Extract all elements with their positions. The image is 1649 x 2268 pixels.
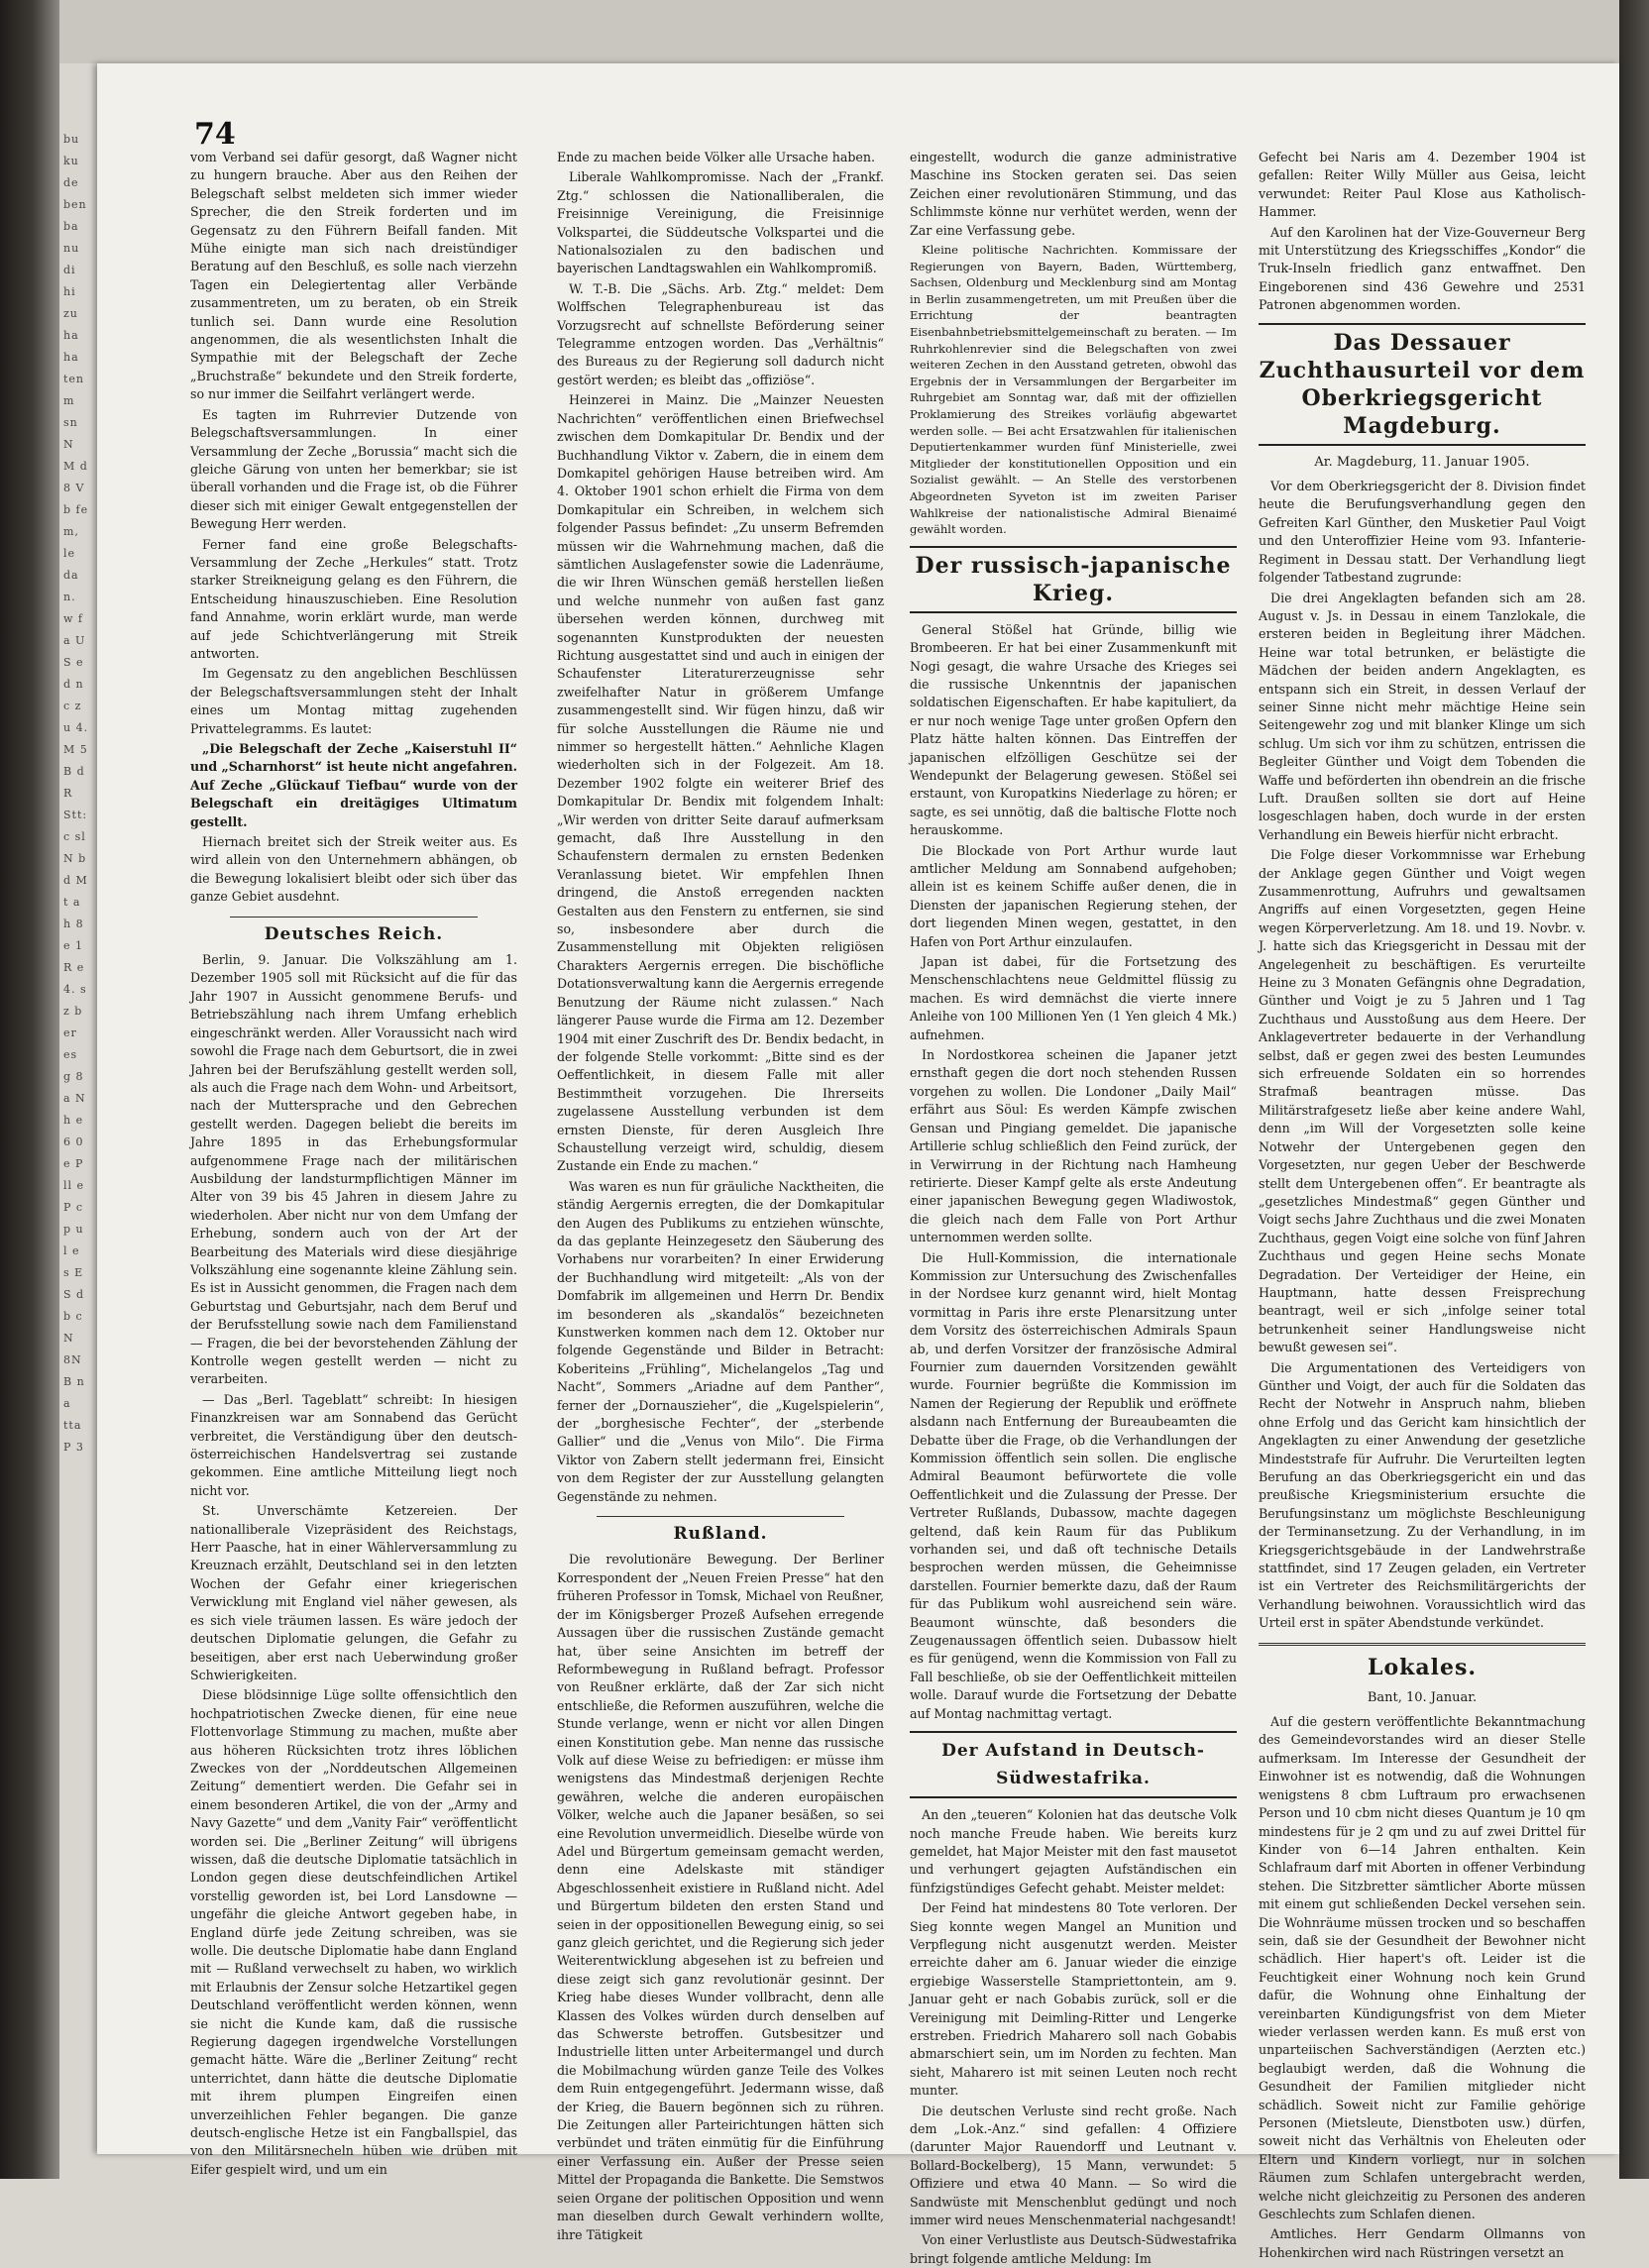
paragraph: Von einer Verlustliste aus Deutsch-Südwestafrika bringt folgende amtliche Meldung: Im — [910, 2232, 1237, 2266]
paragraph: eingestellt, wodurch die ganze administrative Maschine ins Stocken geraten sei. Das seien Zeichen einer revolutionären Stimmung, und das Schlimmste könne nur verhütet werden, wenn der Zar eine Verfassung gebe. — [910, 150, 1237, 238]
paragraph: Amtliches. Herr Gendarm Ollmanns von Hohenkirchen wird nach Rüstringen versetzt an — [1259, 2226, 1586, 2260]
paragraph: Kleine politische Nachrichten. Kommissare der Regierungen von Bayern, Baden, Württemberg, Sachsen, Oldenburg und Mecklenburg sind am Montag in Berlin zusammengetreten, um mit Preußen über die Errichtung der beantragten Eisenbahnbetriebsmittelgemeinschaft zu beraten. — Im Ruhrkohlenrevier sind die Belegschaften von zwei weiteren Zechen in den Ausstand getreten, obwohl das Ergebnis der in Versammlungen der Bergarbeiter im Ruhrgebiet am Sonntag war, daß mit der offiziellen Proklamierung des Streikes vorläufig abgewartet werden solle. — Bei acht Ersatzwahlen für italienischen Deputiertenkammer wurden fünf Ministerielle, zwei Mitglieder der konstitutionellen Opposition und ein Sozialist gewählt. — An Stelle des verstorbenen Abgeordneten Syveton ist im zweiten Pariser Wahlkreise der nationalistische Admiral Bienaimé gewählt worden. — [910, 243, 1237, 537]
paragraph: Hiernach breitet sich der Streik weiter aus. Es wird allein von den Unternehmern abhängen, ob die Bewegung lokalisiert bleibt oder sich über das ganze Gebiet ausdehnt. — [190, 834, 517, 905]
margin-marks: bu ku de ben ba nu di hi zu ha ha ten m sn N M d 8 V b fe m, le da n. w f a U S e d n c z u 4. M 5 B d R Stt: c sl N b d M t a h 8 e 1 R e 4. s z b er es g 8 a N h e 6 0 e P ll e P c p u l e s E S d b c N 8N B n a tta P 3 — [63, 133, 89, 1454]
column-2 — [557, 149, 884, 2242]
paragraph: Auf den Karolinen hat der Vize-Gouverneur Berg mit Unterstützung des Kriegsschiffes „Kondor“ die Truk-Inseln friedlich ganz entwaffnet. Den Eingeborenen sind 436 Gewehre und 2531 Patronen abgenommen worden. — [1259, 224, 1586, 313]
paragraph: Ende zu machen beide Völker alle Ursache haben. — [557, 150, 875, 164]
paragraph: Berlin, 9. Januar. Die Volkszählung am 1. Dezember 1905 soll mit Rücksicht auf die für das Jahr 1907 in Aussicht genommene Berufs- und Betriebszählung nach ihrem Umfang erheblich eingeschränkt werden. Aller Voraussicht nach wird sowohl die Frage nach dem Geburtsort, die in zwei Jahren bei der Berufszählung gestellt werden soll, als auch die Frage nach dem Wohn- und Arbeitsort, nach der Muttersprache und den Gebrechen gestellt werden. Dagegen beliebt die bereits im Jahre 1895 in das Erhebungsformular aufgenommene Frage nach der militärischen Ausbildung der landsturmpflichtigen Männer im Alter von 39 bis 45 Jahren in diesem Jahre zu wiederholen. Aber nicht nur von dem Umfang der Erhebung, sondern auch von der Art der Bearbeitung des Materials wird diese diesjährige Volkszählung eine sogenannte kleine Zählung sein. Es ist in Aussicht genommen, die Fragen nach dem Geburtstag und Geburtsjahr, nach dem Beruf und der Berufsstellung sowie nach dem Familienstand — Fragen, die bei der bevorstehenden Zählung der Kontrolle wegen gestellt werden — nicht zu verarbeiten. — [190, 952, 517, 1387]
column-4 — [1259, 149, 1586, 2260]
section-heading: Deutsches Reich. — [264, 923, 444, 944]
section-rule — [597, 1516, 844, 1517]
section-rule — [1259, 1643, 1586, 1646]
book-spine — [0, 0, 59, 2179]
paragraph: St. Unverschämte Ketzereien. Der nationalliberale Vizepräsident des Reichstags, Herr Paasche, hat in einer Wählerversammlung zu Kreuznach erzählt, Deutschland sei in den letzten Wochen der Gefahr einer kriegerischen Verwicklung mit England viel näher gewesen, als es sich viele träumen lassen. Es wäre jedoch der deutschen Diplomatie gelungen, die Gefahr zu beseitigen, aber erst nach Ueberwindung großer Schwierigkeiten. — [190, 1503, 517, 1682]
paragraph: Der Feind hat mindestens 80 Tote verloren. Der Sieg konnte wegen Mangel an Munition und Verpflegung nicht ausgenutzt werden. Meister erreichte daher am 6. Januar wieder die einzige ergiebige Wasserstelle Stampriettontein, am 9. Januar geht er nach Gobabis zurück, soll er die Vereinigung mit Deimling-Ritter und Lengerke erstreben. Friedrich Maharero soll nach Gobabis abmarschiert sein, um im Norden zu fechten. Man sieht, Maharero ist mit seinen Leuten noch recht munter. — [910, 1900, 1237, 2099]
paragraph: Die Hull-Kommission, die internationale Kommission zur Untersuchung des Zwischenfalles in der Nordsee kurz genannt wird, hielt Montag vormittag in Paris ihre erste Plenarsitzung unter dem Vorsitz des österreichischen Admirals Spaun ab, und derfen Vorsitzer der französische Admiral Fournier zum dauernden Vorsitzenden gewählt wurde. Fournier begrüßte die Kommission im Namen der Regierung der Republik und eröffnete alsdann nach Entfernung der Bureaubeamten die Debatte über die Frage, ob die Verhandlungen der Kommission öffentlich sein sollen. Die englische Admiral Beaumont befürwortete die volle Oeffentlichkeit und die Zulassung der Presse. Der Vertreter Rußlands, Dubassow, machte dagegen geltend, daß kein Raum für das Publikum vorhanden sei, und daß oft technische Details besprochen werden müssen, die Geheimnisse darstellen. Fournier bemerkte dazu, daß der Raum für das Publikum wohl ausreichend sein wäre. Beaumont wünschte, daß besonders die Zeugenaussagen öffentlich seien. Dubassow hielt es für genügend, wenn die Kommission von Fall zu Fall beschließe, ob sie der Oeffentlichkeit mitteilen wolle. Darauf wurde die Fortsetzung der Debatte auf Montag nachmittag vertagt. — [910, 1249, 1237, 1721]
paragraph: Die drei Angeklagten befanden sich am 28. August v. Js. in Dessau in einem Tanzlokale, die ersteren beiden in Begleitung ihrer Mädchen. Heine war total betrunken, er belästigte die Mädchen der beiden andern Angeklagten, es entspann sich ein Streit, in dessen Verlauf der seiner Sinne nicht mehr mächtige Heine sein Seitengewehr zog und mit blanker Klinge um sich schlug. Um sich vor ihm zu schützen, entrissen die Begleiter Günther und Voigt dem Tobenden die Waffe und beförderten ihn obendrein an die frische Luft. Draußen sollten sie dort auf Heine losgeschlagen haben, doch wurde in der ersten Verhandlung ein Beweis hierfür nicht erbracht. — [1259, 590, 1586, 842]
paragraph: Die deutschen Verluste sind recht große. Nach dem „Lok.-Anz.“ sind gefallen: 4 Offiziere (darunter Major Rauendorff und Leutnant v. Bollard-Bockelberg), 15 Mann, verwundet: 5 Offiziere und etwa 40 Mann. — So wird die Sandwüste mit Menschenblut gedüngt und noch immer wird neues Menschenmaterial nachgesandt! — [910, 2103, 1237, 2228]
section-heading: Das Dessauer Zuchthausurteil vor dem Oberkriegsgericht Magdeburg. — [1259, 323, 1586, 446]
paragraph: General Stößel hat Gründe, billig wie Brombeeren. Er hat bei einer Zusammenkunft mit Nogi gesagt, die wahre Ursache des Krieges sei die russische Unkenntnis der japanischen soldatischen Eigenschaften. Er habe kapituliert, da er nur noch wenige Tage unter großen Opfern den Platz hätte halten können. Das Eintreffen der japanischen elfzölligen Geschütze sei der Wendepunkt der Belagerung gewesen. Stößel sei erstaunt, von Kuropatkins Niederlage zu hören; er sagte, es sei unnötig, daß die baltische Flotte noch herauskomme. — [910, 621, 1237, 838]
paragraph: „Die Belegschaft der Zeche „Kaiserstuhl II“ und „Scharnhorst“ ist heute nicht angefahren. Auf Zeche „Glückauf Tiefbau“ wurde von der Belegschaft ein dreitägiges Ultimatum gestellt. — [190, 741, 517, 829]
dateline: Ar. Magdeburg, 11. Januar 1905. — [1314, 454, 1530, 470]
section-heading: Rußland. — [673, 1524, 768, 1545]
paragraph: Die Argumentationen des Verteidigers von Günther und Voigt, der auch für die Soldaten das Recht der Notwehr in Anspruch nahm, blieben ohne Erfolg und das Gericht kam hinsichtlich der Angeklagten zu einer Anwendung der gesetzliche Mindeststrafe für Aufruhr. Die Verurteilten legten Berufung an das Oberkriegsgericht ein und das preußische Kriegsministerium ersuchte die Berufungsinstanz um möglichste Beschleunigung der Terminansetzung. Zu der Verhandlung, in im Kriegsgerichtsgebäude in der Landwehrstraße stattfindet, sind 17 Zeugen geladen, ein Vertreter ist ein Vertreter des Reichsmilitärgerichts der Verhandlung beiwohnen. Voraussichtlich wird das Urteil erst in später Abendstunde verkündet. — [1259, 1359, 1586, 1631]
paragraph: vom Verband sei dafür gesorgt, daß Wagner nicht zu hungern brauche. Aber aus den Reihen der Belegschaft selbst meldeten sich immer wieder Sprecher, die den Streik forderten und im Gegensatz zu den Führern Beifall fanden. Mit Mühe einigte man sich nach dreistündiger Beratung auf den Beschluß, es solle nach vierzehn Tagen ein Delegiertentag aller Verbände zusammentreten, um zu beraten, ob ein Streik tunlich sei. Dann wurde eine Resolution angenommen, die als wesentlichsten Inhalt die Sympathie mit der Belegschaft der Zeche „Bruchstraße“ bekundete und den Streik forderte, so nur immer die Seilfahrt verlängert werde. — [190, 150, 517, 402]
paragraph: Auf die gestern veröffentlichte Bekanntmachung des Gemeindevorstandes wird an dieser Stelle aufmerksam. Im Interesse der Gesundheit der Einwohner ist es notwendig, daß die Wohnungen wenigstens 8 cbm Luftraum pro erwachsenen Person und 10 cbm nicht dieses Quantum je 10 qm mindestens für je 2 qm und zu auf zwei Drittel für Kinder von 6—14 Jahren enthalten. Kein Schlafraum darf mit Aborten in offener Verbindung stehen. Die Sitzbretter sämtlicher Aborte müssen mit einem gut schließenden Deckel versehen sein. Die Wohnräume müssen trocken und so beschaffen sein, daß sie der Gesundheit der Bewohner nicht schädlich. Hier hapert's oft. Leider ist die Feuchtigkeit einer Wohnung noch kein Grund dafür, die Wohnung ohne Einhaltung der vereinbarten Kündigungsfrist von dem Mieter wieder verlassen werden kann. Es muß erst von unparteiischen Sachverständigen (Aerzten etc.) beglaubigt werden, daß die Wohnung die Gesundheit der Familien mitglieder nicht schädlich. Soweit nicht zur Familie gehörige Personen (Mietsleute, Dienstboten usw.) dürfen, soweit nicht das Verhältnis von Eheleuten oder Eltern und Kindern vorliegt, nur in solchen Räumen zum Schlafen untergebracht werden, welche nicht gleichzeitig zu Personen des anderen Geschlechts zum Schlafen dienen. — [1259, 1714, 1586, 2222]
paragraph: Heinzerei in Mainz. Die „Mainzer Neuesten Nachrichten“ veröffentlichen einen Briefwechsel zwischen dem Domkapitular Dr. Bendix und der Buchhandlung Viktor v. Zabern, die in einem dem Domkapitel gehörigen Hause betreiben wird. Am 4. Oktober 1901 schon erhielt die Firma von dem Domkapitular ein Schreiben, in welchem sich folgender Passus befindet: „Zu unserm Befremden müssen wir die Wahrnehmung machen, daß die sämtlichen Auslagefenster sowie die Ladenräume, die wir Ihren Wünschen gemäß herstellen ließen und welche nunmehr von außen fast ganz übersehen werden können, durchweg mit sogenannten Kunstprodukten der neuesten Richtung ausgestattet sind und auch in einigen der Schaufenster Literaturerzeugnisse sehr zweifelhafter Natur in größerem Umfange zusammengestellt sind. Wir fügen hinzu, daß wir für solche Ausstellungen die Räume nie und nimmer so hergestellt hätten.“ Aehnliche Klagen wiederholten sich in der Folgezeit. Am 18. Dezember 1902 folgte ein weiterer Brief des Domkapitular Dr. Bendix mit folgendem Inhalt: „Wir werden von dritter Seite darauf aufmerksam gemacht, daß Ihre Ausstellung in den Schaufenstern dermalen zu ernsten Bedenken Veranlassung bietet. Wir empfehlen Ihnen dringend, die Anstoß erregenden nackten Gestalten aus den Fenstern zu entfernen, sie sind so, insbesondere aber durch die Zusammenstellung mit Objekten religiösen Charakters Aergernis erregen. Die bischöfliche Dotationsverwaltung kann die Aergernis erregende Benutzung der Räume nicht zulassen.“ Nach längerer Pause wurde die Firma am 12. Dezember 1904 mit einer Zuschrift des Dr. Bendix bedacht, in der folgende Stelle vorkommt: „Bitte sind es der Oeffentlichkeit, in diesem Falle mit aller Bestimmtheit vorzugehen. Die Ihrerseits zugelassene Ausstellung verbunden ist dem ernsten Dienste, für deren Ausgleich Ihre Schaustellung verzeigt wird, schuldig, diesem Zustande ein Ende zu machen.“ — [557, 392, 884, 1174]
paragraph: Diese blödsinnige Lüge sollte offensichtlich den hochpatriotischen Zwecke dienen, für eine neue Flottenvorlage Stimmung zu machen, mußte aber aus höheren Rücksichten trotz ihres löblichen Zweckes von der „Norddeutschen Allgemeinen Zeitung“ dementiert werden. Die Gefahr sei in einem besonderen Artikel, die von der „Army and Navy Gazette“ und dem „Vanity Fair“ veröffentlicht worden sei. Die „Berliner Zeitung“ will übrigens wissen, daß die deutsche Diplomatie tatsächlich in London gegen diese deutschfeindlichen Artikel vorstellig geworden ist, bei Lord Lansdowne — ungefähr die gleiche Antwort gegeben habe, in England dürfe jede Zeitung schreiben, was sie wolle. Die deutsche Diplomatie habe dann England mit — Rußland verwechselt zu haben, wo wirklich mit Erlaubnis der Zensur solche Hetzartikel gegen Deutschland veröffentlicht werden können, wenn sie nicht die Kunde kam, daß die russische Regierung dagegen irgendwelche Vorstellungen gemacht hätte. Wäre die „Berliner Zeitung“ recht unterrichtet, dann hätte die deutsche Diplomatie mit ihrem plumpen Eingreifen einen unverzeihlichen Fehler begangen. Die ganze deutsch-englische Hetze ist ein Fangballspiel, das von den Militärsnecheln hüben wie drüben mit Eifer gespielt wird, und um ein — [190, 1687, 517, 2177]
paragraph: Was waren es nun für gräuliche Nacktheiten, die ständig Aergernis erregten, die der Domkapitular den Augen des Publikums zu entziehen wünschte, da das geplante Heinzegesetz den Säuberung des Vorhabens nur vorarbeiten? In einer Erwiderung der Buchhandlung wird mitgeteilt: „Als von der Domfabrik im allgemeinen und Herrn Dr. Bendix im besonderen als „skandalös“ bezeichneten Kunstwerken kommen nach dem 12. Oktober nur folgende Gegenstände und Bilder in Betracht: Koberiteins „Frühling“, Michelangelos „Tag und Nacht“, Sommers „Ariadne auf dem Panther“, ferner der „Dornauszieher“, die „Kugelspielerin“, der „borghesische Fechter“, der „sterbende Gallier“ und die „Venus von Milo“. Die Firma Viktor von Zabern stellt jedermann frei, Einsicht von dem Register der zur Ausstellung gelangten Gegenstände zu nehmen. — [557, 1178, 884, 1504]
paragraph: Japan ist dabei, für die Fortsetzung des Menschenschlachtens neue Geldmittel flüssig zu machen. Es wird demnächst die vierte innere Anleihe von 100 Millionen Yen (1 Yen gleich 4 Mk.) aufnehmen. — [910, 954, 1237, 1042]
paragraph: Die Folge dieser Vorkommnisse war Erhebung der Anklage gegen Günther und Voigt wegen Zusammenrottung, Aufruhrs und gewaltsamen Angriffs auf einen Vorgesetzten, gegen Heine wegen Körperverletzung. Am 18. und 19. Novbr. v. J. hatte sich das Kriegsgericht in Dessau mit der Angelegenheit zu beschäftigen. Es verurteilte Heine zu 3 Monaten Gefängnis ohne Degradation, Günther und Voigt je zu 5 Jahren und 1 Tag Zuchthaus und Ausstoßung aus dem Heere. Der Anklagevertreter bedauerte in der Verhandlung selbst, daß er gegen zwei des besten Leumundes sich erfreuende Soldaten ein so horrendes Strafmaß beantragen müsse. Das Militärstrafgesetz ließe aber keine andere Wahl, denn „im Will der Vorgesetzten solle keine Notwehr der Untergebenen gegen den Vorgesetzten, nur gegen Ueber der Beschwerde stellt dem Untergebenen offen“. Er beantragte als „gesetzliches Mindestmaß“ gegen Günther und Voigt sechs Jahre Zuchthaus und die zwei Monaten Zuchthaus, gegen Voigt eine solche von fünf Jahren Zuchthaus und gegen Heine sechs Monate Degradation. Der Verteidiger der Heine, ein Hauptmann, hatte dessen Freisprechung beantragt, weil er sich „infolge seiner total betrunkenheit seiner Handlungsweise nicht bewußt gewesen sei“. — [1259, 847, 1586, 1355]
paragraph: An den „teueren“ Kolonien hat das deutsche Volk noch manche Freude haben. Wie bereits kurz gemeldet, hat Major Meister mit den fast mausetot und verhungert gejagten Aufständischen ein fünfzigstündiges Gefecht gehabt. Meister meldet: — [910, 1807, 1237, 1895]
paragraph: Es tagten im Ruhrrevier Dutzende von Belegschaftsversammlungen. In einer Versammlung der Zeche „Borussia“ macht sich die gleiche Gärung von unten her bemerkbar; sie ist überall vorhanden und die Frage ist, ob die Führer dieser sich mit einiger Gewalt entgegenstellen der Bewegung Herr werden. — [190, 406, 517, 532]
paragraph: Ferner fand eine große Belegschafts-Versammlung der Zeche „Herkules“ statt. Trotz starker Streikneigung gelang es den Führern, die Entscheidung hinauszuschieben. Eine Resolution fand Annahme, worin erklärt wurde, man werde auf jede Schichtverlängerung mit Streik antworten. — [190, 536, 517, 661]
paragraph: Liberale Wahlkompromisse. Nach der „Frankf. Ztg.“ schlossen die Nationalliberalen, die Freisinnige Vereinigung, die Freisinnige Volkspartei, die Süddeutsche Volkspartei und die Nationalsozialen zu den badischen und bayerischen Landtagswahlen ein Wahlkompromiß. — [557, 169, 884, 276]
page-number: 74 — [194, 117, 236, 152]
paragraph: Im Gegensatz zu den angeblichen Beschlüssen der Belegschaftsversammlungen steht der Inhalt eines um Montag mittag zugehenden Privattelegramms. Es lautet: — [190, 666, 517, 736]
paragraph: Die revolutionäre Bewegung. Der Berliner Korrespondent der „Neuen Freien Presse“ hat den früheren Professor in Tomsk, Michael von Reußner, der im Königsberger Prozeß Aufsehen erregende Aussagen über die russischen Zustände gemacht hat, über seine Ansichten im betreff der Reformbewegung in Rußland befragt. Professor von Reußner erklärte, daß der Zar sich nicht entschließe, die Reformen auszuführen, welche die Stunde verlange, wenn er nicht vor allen Dingen einen Konstitution gebe. Man nenne das russische Volk auf diese Weise zu befriedigen: er müsse ihm wenigstens das Mindestmaß derjenigen Rechte gewähren, welche die anderen europäischen Völker, welche auch die Japaner besäßen, so sei eine Revolution unvermeidlich. Dieselbe würde von Adel und Bürgertum gemeinsam gemacht werden, denn eine Adelskaste mit ständiger Abgeschlossenheit existiere in Rußland nicht. Adel und Bürgertum bildeten den ersten Stand und seien in der oppositionellen Bewegung einig, so sei ganz gleich gerichtet, und die Regierung sich jeder Weiterentwicklung abgesehen ist zu befreien und diese zeigt sich ganz revolutionär gesinnt. Der Krieg habe dieses Wunder vollbracht, denn alle Klassen des Volkes würden durch denselben auf das Schwerste betroffen. Gutsbesitzer und Industrielle litten unter Arbeitermangel und durch die Mobilmachung würden ganze Teile des Volkes dem Ruin entgegengeführt. Jedermann wisse, daß der Krieg, die Bauern begönnen sich zu rühren. Die Zeitungen aller Parteirichtungen hätten sich verbündet und träten einmütig für die Einführung einer Verfassung ein. Außer der Presse seien Mittel der Propaganda die Bankette. Die Semstwos seien Organe der politischen Opposition und wenn man dieselben durch Gewalt verhindern wollte, ihre Tätigkeit — [557, 1552, 884, 2242]
section-heading: Der russisch-japanische Krieg. — [910, 546, 1237, 613]
paragraph: — Das „Berl. Tageblatt“ schreibt: In hiesigen Finanzkreisen war am Sonnabend das Gerücht verbreitet, die Verständigung über den deutsch-österreichischen Handelsvertrag sei zustande gekommen. Eine amtliche Mitteilung liegt noch nicht vor. — [190, 1391, 517, 1498]
scan-top-edge — [59, 0, 1649, 63]
paragraph: Gefecht bei Naris am 4. Dezember 1904 ist gefallen: Reiter Willy Müller aus Geisa, leicht verwundet: Reiter Paul Klose aus Katholisch-Hammer. — [1259, 150, 1586, 220]
dateline: Bant, 10. Januar. — [1367, 1689, 1478, 1705]
paragraph: Die Blockade von Port Arthur wurde laut amtlicher Meldung am Sonnabend aufgehoben; allein ist es keinem Schiffe außer denen, die in Diensten der japanischen Regierung stehen, der dort liegenden Minen wegen, gestattet, in den Hafen von Port Arthur einzulaufen. — [910, 842, 1237, 949]
paragraph: In Nordostkorea scheinen die Japaner jetzt ernsthaft gegen die dort noch stehenden Russen vorgehen zu wollen. Die Londoner „Daily Mail“ erfährt aus Söul: Es werden Kämpfe zwischen Gensan und Pingiang gemeldet. Die japanische Artillerie schlug schließlich den Feind zurück, der in Verwirrung in der Richtung nach Hamheung retirierte. Dieser Kampf gelte als erste Andeutung einer japanischen Bewegung gegen Wladiwostok, die gleich nach dem Falle von Port Arthur unternommen werden sollte. — [910, 1047, 1237, 1245]
section-heading: Der Aufstand in Deutsch-Südwestafrika. — [910, 1731, 1237, 1798]
paragraph: W. T.-B. Die „Sächs. Arb. Ztg.“ meldet: Dem Wolffschen Telegraphenbureau ist das Vorzugsrecht auf schnellste Beförderung seiner Telegramme entzogen worden. Das „Verhältnis“ des Bureaus zu der Regierung soll dadurch nicht gestört werden; es bleibt das „offiziöse“. — [557, 280, 884, 387]
scan-right-edge — [1619, 0, 1649, 2179]
column-1 — [190, 149, 517, 2177]
column-3 — [910, 149, 1237, 2266]
section-rule — [230, 917, 478, 918]
section-heading: Lokales. — [1367, 1654, 1478, 1680]
paragraph: Vor dem Oberkriegsgericht der 8. Division findet heute die Berufungsverhandlung gegen den Gefreiten Karl Günther, den Musketier Paul Voigt und den Unteroffizier Heine vom 93. Infanterie-Regiment in Dessau statt. Der Verhandlung liegt folgender Tatbestand zugrunde: — [1259, 479, 1586, 586]
